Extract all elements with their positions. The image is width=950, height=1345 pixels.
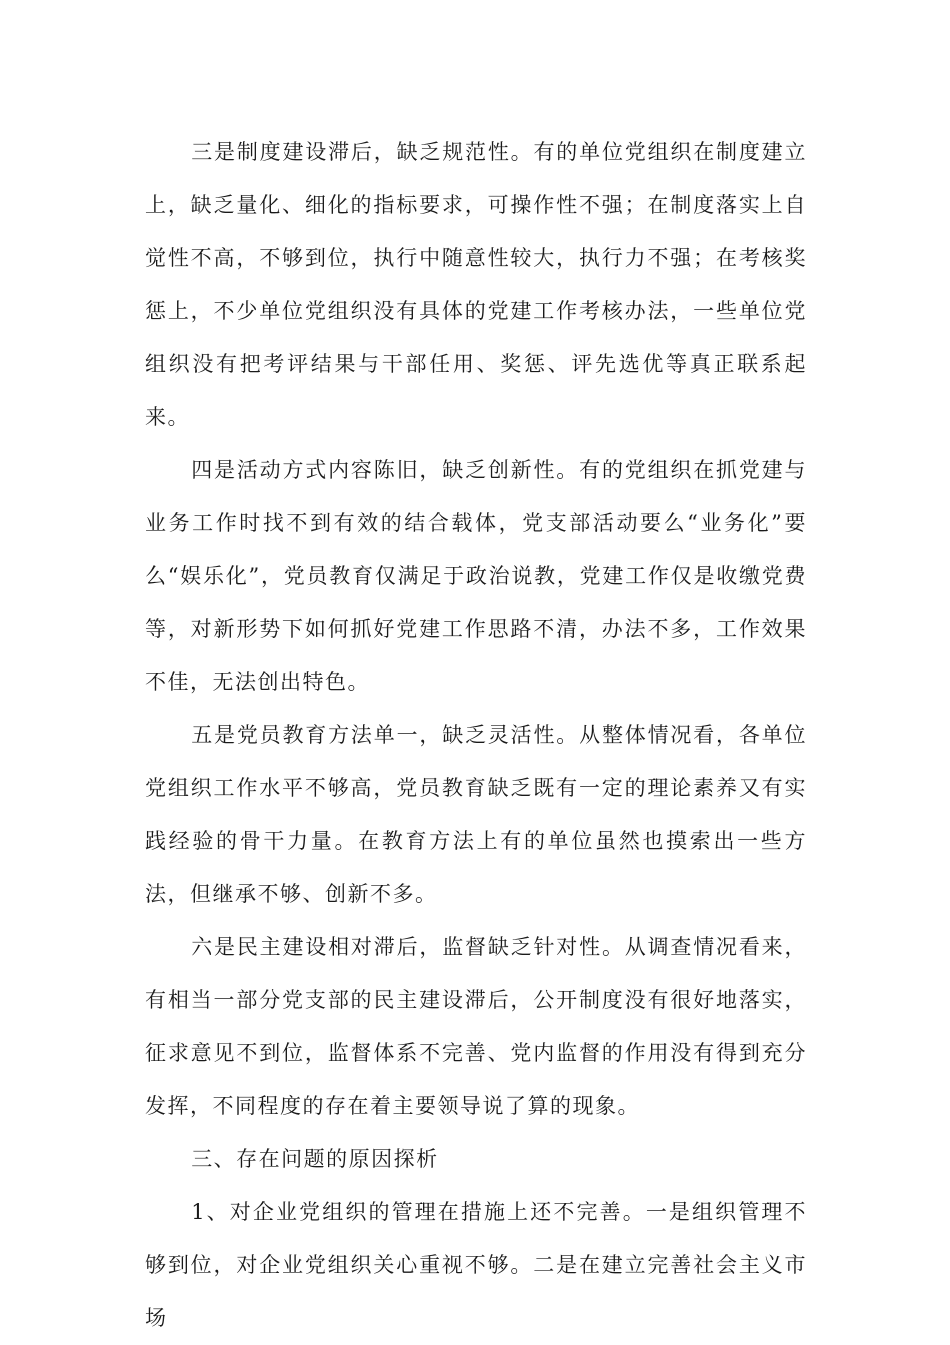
section-heading-cause-analysis: 三、存在问题的原因探析 xyxy=(191,1147,439,1171)
paragraph-management-measures: 1、对企业党组织的管理在措施上还不完善。一是组织管理不够到位，对企业党组织关心重视不够。二是在建立完善社会主义市场 xyxy=(145,1200,807,1330)
paragraph-democratic-building: 六是民主建设相对滞后，监督缺乏针对性。从调查情况看来，有相当一部分党支部的民主建设滞后，公开制度没有很好地落实，征求意见不到位，监督体系不完善、党内监督的作用没有得到充分发挥，不同程度的存在着主要领导说了算的现象。 xyxy=(145,935,807,1118)
paragraph-member-education: 五是党员教育方法单一，缺乏灵活性。从整体情况看，各单位党组织工作水平不够高，党员教育缺乏既有一定的理论素养又有实践经验的骨干力量。在教育方法上有的单位虽然也摸索出一些方法，但继承不够、创新不多。 xyxy=(145,723,807,906)
document-body xyxy=(145,126,807,1345)
paragraph-institution-building: 三是制度建设滞后，缺乏规范性。有的单位党组织在制度建立上，缺乏量化、细化的指标要求，可操作性不强；在制度落实上自觉性不高，不够到位，执行中随意性较大，执行力不强；在考核奖惩上，不少单位党组织没有具体的党建工作考核办法，一些单位党组织没有把考评结果与干部任用、奖惩、评先选优等真正联系起来。 xyxy=(145,140,807,429)
paragraph-activity-methods: 四是活动方式内容陈旧，缺乏创新性。有的党组织在抓党建与业务工作时找不到有效的结合载体，党支部活动要么“业务化”要么“娱乐化”，党员教育仅满足于政治说教，党建工作仅是收缴党费等，对新形势下如何抓好党建工作思路不清，办法不多，工作效果不佳，无法创出特色。 xyxy=(145,458,807,694)
